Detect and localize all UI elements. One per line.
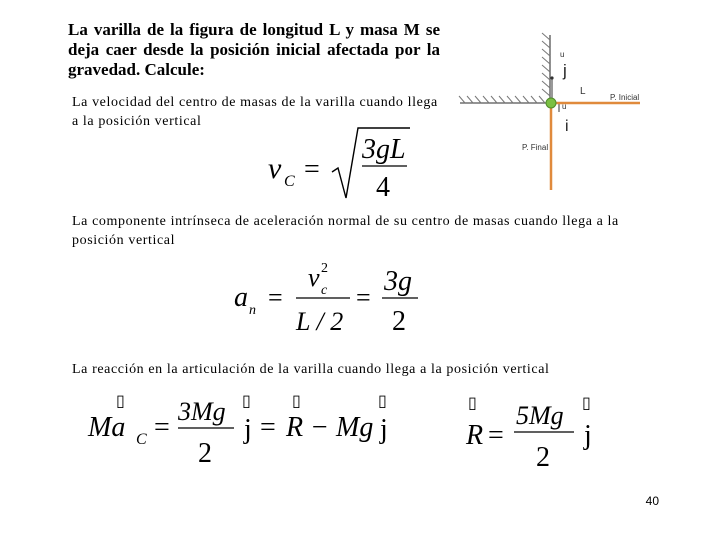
equation-reaction-result <box>462 392 612 472</box>
pivot-joint <box>546 98 556 108</box>
eq2-vsub: c <box>321 283 328 298</box>
equation-velocity <box>262 120 422 205</box>
eq2-den2: 2 <box>392 306 406 337</box>
eq3-box-1: ▯ <box>116 393 125 410</box>
eq3-rhs: R − Mg <box>286 412 374 443</box>
equation-normal-acceleration <box>232 258 432 338</box>
eq4-equals: = <box>488 420 504 451</box>
eq1-equals: = <box>304 154 320 185</box>
eq1-numerator: 3gL <box>362 134 406 165</box>
eq2-equals-2: = <box>356 283 371 312</box>
eq4-R: R <box>466 420 484 451</box>
axis-j-tip <box>550 76 553 79</box>
label-j: j <box>563 61 567 80</box>
label-u-mid: u <box>562 102 567 111</box>
question-1: La velocidad del centro de masas de la varilla cuando llega a la posición vertical <box>72 95 438 129</box>
eq3-ma: Ma <box>88 412 126 443</box>
eq2-equals-1: = <box>268 283 283 312</box>
eq2-num2: 3g <box>384 266 412 297</box>
eq2-a: a <box>234 282 248 313</box>
eq4-box-2: ▯ <box>582 395 591 412</box>
eq4-j: j <box>584 420 592 451</box>
question-3: La reacción en la articulación de la varilla cuando llega a la posición vertical <box>72 362 550 377</box>
eq3-numerator: 3Mg <box>178 397 226 426</box>
eq2-v: v <box>308 263 320 292</box>
eq3-j2: j <box>380 414 388 445</box>
eq3-equals-2: = <box>260 412 276 443</box>
label-initial: P. Inicial <box>610 93 640 102</box>
rod-figure <box>455 30 655 200</box>
eq3-j1: j <box>244 414 252 445</box>
label-i: i <box>565 118 569 135</box>
eq3-box-2: ▯ <box>242 393 251 410</box>
label-L: L <box>580 86 586 97</box>
eq3-equals-1: = <box>154 412 170 443</box>
eq2-den1: L / 2 <box>296 307 344 336</box>
ceiling-hatching <box>459 96 545 103</box>
eq4-numerator: 5Mg <box>516 401 564 430</box>
wall-hatching <box>542 33 550 96</box>
eq2-vsup: 2 <box>321 261 328 276</box>
question-2: La componente intrínseca de aceleración normal de su centro de masas cuando llega a la posición vertical <box>72 214 619 248</box>
eq2-asub: n <box>249 303 256 318</box>
eq1-v: v <box>268 152 282 185</box>
eq3-denominator: 2 <box>198 438 212 469</box>
page-number: 40 <box>645 494 659 508</box>
equation-reaction-balance <box>86 390 406 470</box>
label-final: P. Final <box>522 143 549 152</box>
problem-statement: La varilla de la figura de longitud L y masa M se deja caer desde la posición inicial afectada por la gravedad. Calcule: <box>68 20 440 79</box>
eq3-box-3: ▯ <box>292 393 301 410</box>
eq3-sub: C <box>136 431 147 448</box>
eq1-denominator: 4 <box>376 172 390 203</box>
eq4-box-1: ▯ <box>468 395 477 412</box>
eq3-box-4: ▯ <box>378 393 387 410</box>
eq4-denominator: 2 <box>536 442 550 472</box>
eq1-sub: C <box>284 173 295 190</box>
label-u-top: u <box>560 50 565 59</box>
